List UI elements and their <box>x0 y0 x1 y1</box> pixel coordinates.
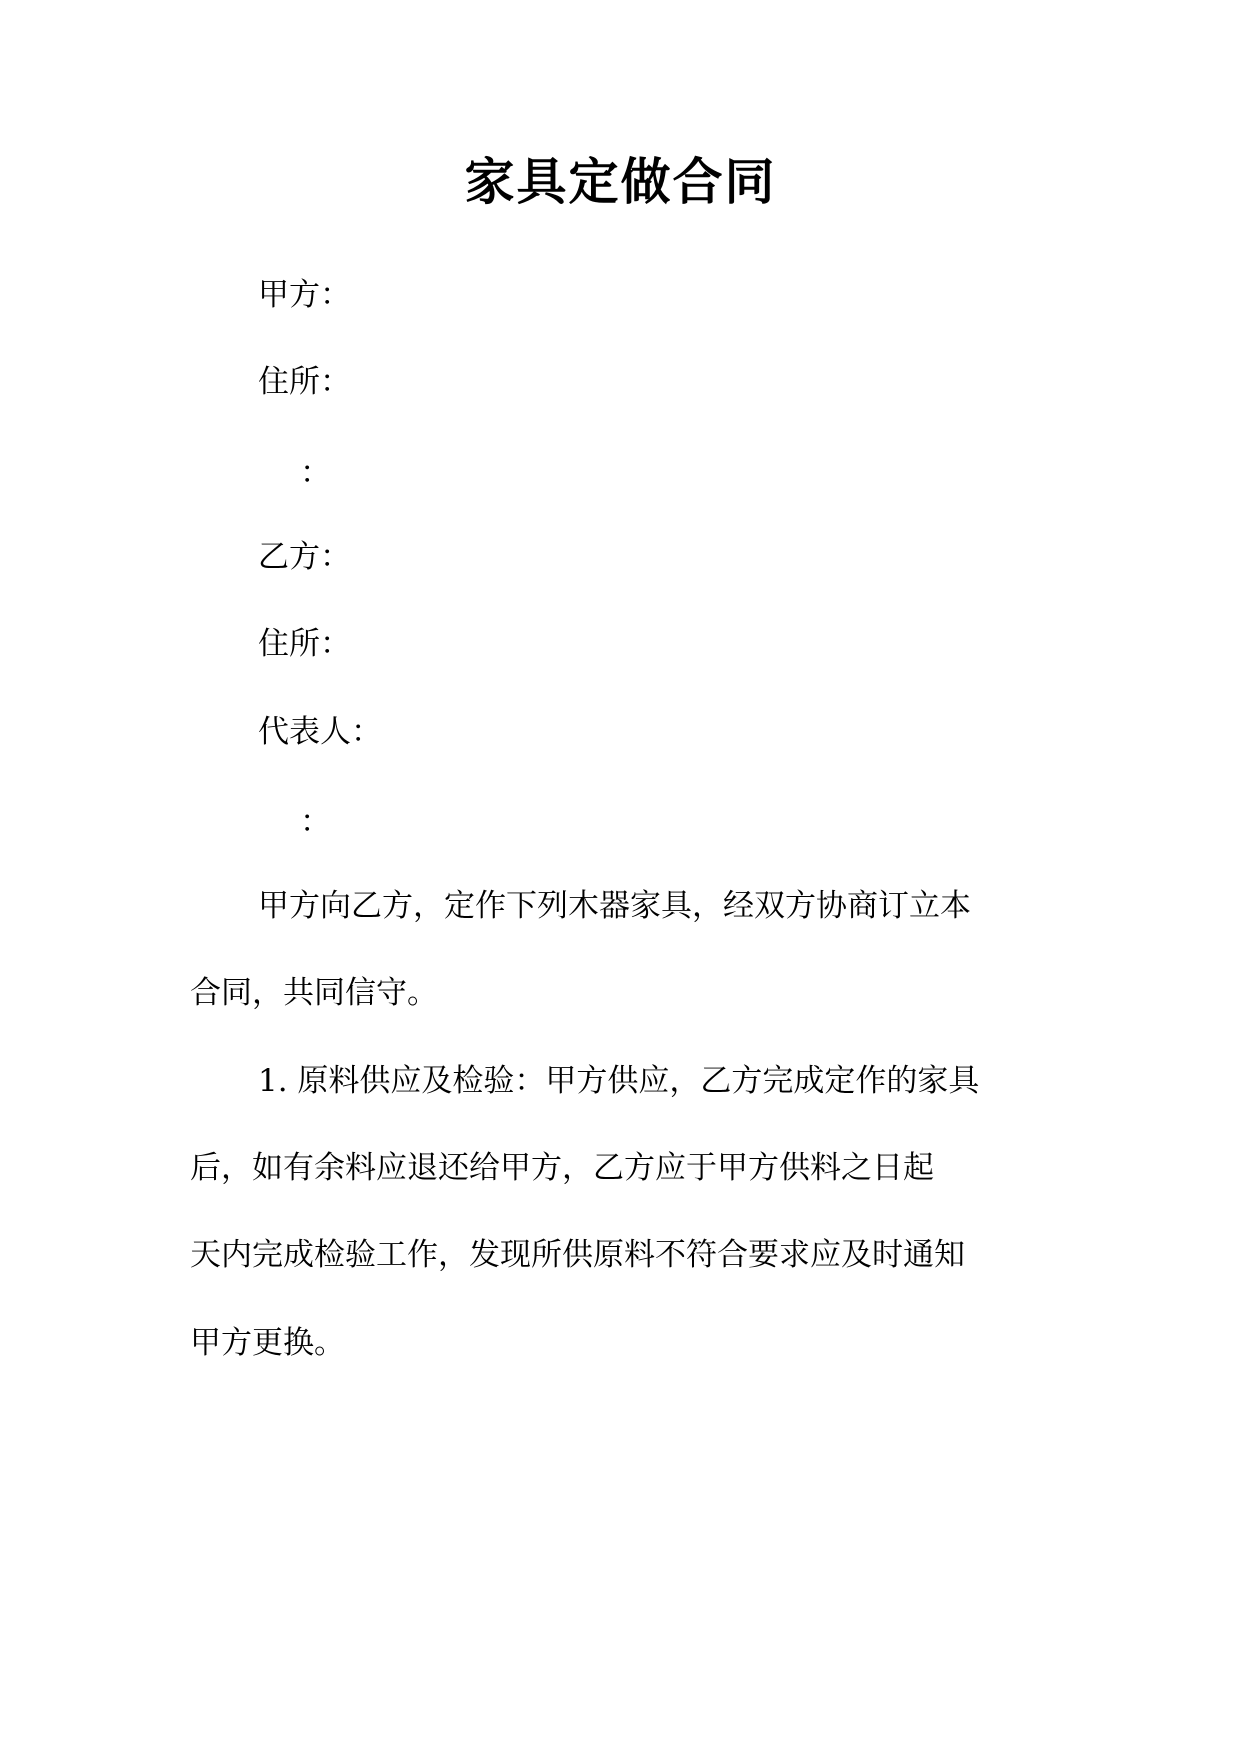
document-title: 家具定做合同 <box>464 152 777 211</box>
representative-label: 代表人： <box>258 714 382 750</box>
party-a-label: 甲方： <box>258 277 351 313</box>
clause-1-line-3: 天内完成检验工作，发现所供原料不符合要求应及时通知 <box>190 1237 965 1273</box>
intro-paragraph-line-2: 合同，共同信守。 <box>190 975 438 1011</box>
party-a-extra-field: ： <box>300 455 331 491</box>
clause-1-line-1: 1. 原料供应及检验：甲方供应，乙方完成定作的家具 <box>258 1063 980 1099</box>
intro-paragraph-line-1: 甲方向乙方，定作下列木器家具，经双方协商订立本 <box>258 888 971 924</box>
party-a-address-label: 住所： <box>258 364 351 400</box>
party-b-extra-field: ： <box>300 804 331 840</box>
party-b-label: 乙方： <box>258 539 351 575</box>
clause-1-line-4: 甲方更换。 <box>190 1325 345 1361</box>
party-b-address-label: 住所： <box>258 626 351 662</box>
clause-1-line-2: 后，如有余料应退还给甲方，乙方应于甲方供料之日起 <box>190 1150 934 1186</box>
